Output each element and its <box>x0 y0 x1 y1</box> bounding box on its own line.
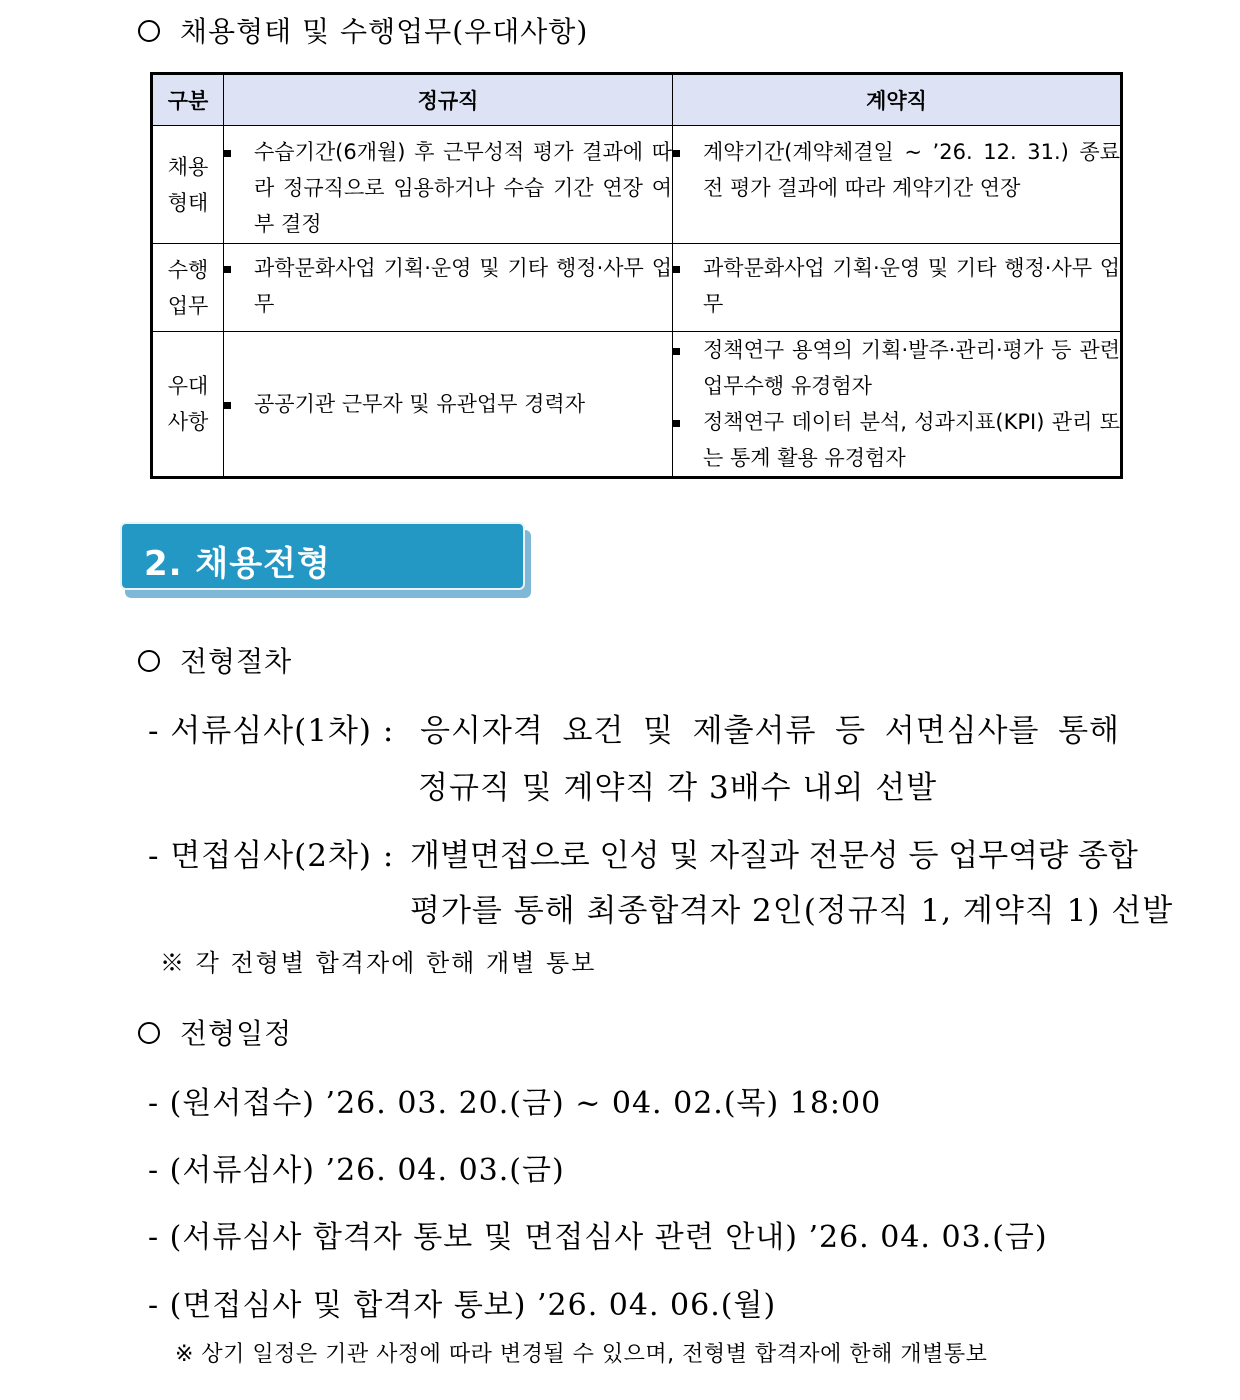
square-bullet-icon <box>673 266 685 322</box>
circle-bullet-icon <box>138 20 160 42</box>
procedure-item-interview-line2: 평가를 통해 최종합격자 2인(정규직 1, 계약직 1) 선발 <box>410 893 1174 929</box>
row-category: 수행 업무 <box>152 244 224 332</box>
regular-cell <box>224 244 673 332</box>
section-heading-procedure: 전형절차 <box>138 640 292 680</box>
square-bullet-icon <box>673 420 685 476</box>
procedure-item-interview-label: - 면접심사(2차) : <box>148 838 395 874</box>
circle-bullet-icon <box>138 1022 160 1044</box>
row-category: 우대 사항 <box>152 332 224 478</box>
contract-cell <box>673 244 1122 332</box>
square-bullet-icon <box>224 266 236 322</box>
procedure-item-document-line1: 응시자격 요건 및 제출서류 등 서면심사를 통해 <box>420 713 1120 749</box>
procedure-item-document-line2: 정규직 및 계약직 각 3배수 내외 선발 <box>418 770 938 806</box>
table-row <box>152 244 1122 332</box>
circle-bullet-icon <box>138 650 160 672</box>
procedure-note: ※ 각 전형별 합격자에 한해 개별 통보 <box>160 949 597 977</box>
table-row <box>152 332 1122 478</box>
header-regular: 정규직 <box>224 74 673 126</box>
schedule-note: ※ 상기 일정은 기관 사정에 따라 변경될 수 있으며, 전형별 합격자에 한해 개별통보 <box>175 1342 988 1367</box>
section-heading-schedule: 전형일정 <box>138 1012 292 1052</box>
banner-title: 2. 채용전형 <box>144 544 331 584</box>
schedule-item: - (서류심사 합격자 통보 및 면접심사 관련 안내) ’26. 04. 03.(금) <box>148 1220 1048 1255</box>
list-item: 과학문화사업 기획·운영 및 기타 행정·사무 업무 <box>673 250 1120 322</box>
regular-cell <box>224 332 673 478</box>
procedure-item-interview-line1: 개별면접으로 인성 및 자질과 전문성 등 업무역량 종합 <box>410 838 1138 874</box>
table-header-row <box>152 74 1122 126</box>
section-banner <box>120 522 525 590</box>
schedule-item: - (서류심사) ’26. 04. 03.(금) <box>148 1153 565 1188</box>
contract-cell <box>673 126 1122 244</box>
section-heading-employment: 채용형태 및 수행업무(우대사항) <box>138 10 588 50</box>
list-item: 계약기간(계약체결일 ~ ’26. 12. 31.) 종료 전 평가 결과에 따라 계약기간 연장 <box>673 134 1120 206</box>
list-item: 정책연구 데이터 분석, 성과지표(KPI) 관리 또는 통계 활용 유경험자 <box>673 404 1120 476</box>
list-item: 과학문화사업 기획·운영 및 기타 행정·사무 업무 <box>224 250 672 322</box>
square-bullet-icon <box>673 150 685 206</box>
square-bullet-icon <box>673 348 685 404</box>
list-item: 수습기간(6개월) 후 근무성적 평가 결과에 따라 정규직으로 임용하거나 수습 기간 연장 여부 결정 <box>224 134 672 242</box>
regular-cell <box>224 126 673 244</box>
header-category: 구분 <box>152 74 224 126</box>
schedule-item: - (면접심사 및 합격자 통보) ’26. 04. 06.(월) <box>148 1288 777 1323</box>
table-row <box>152 126 1122 244</box>
schedule-item: - (원서접수) ’26. 03. 20.(금) ~ 04. 02.(목) 18:00 <box>148 1086 882 1121</box>
square-bullet-icon <box>224 150 236 242</box>
square-bullet-icon <box>224 402 236 422</box>
list-item: 정책연구 용역의 기획·발주·관리·평가 등 관련 업무수행 유경험자 <box>673 332 1120 404</box>
contract-cell <box>673 332 1122 478</box>
procedure-item-document-label: - 서류심사(1차) : <box>148 713 395 749</box>
header-contract: 계약직 <box>673 74 1122 126</box>
row-category: 채용 형태 <box>152 126 224 244</box>
employment-table <box>150 72 1123 479</box>
list-item: 공공기관 근무자 및 유관업무 경력자 <box>224 386 672 422</box>
